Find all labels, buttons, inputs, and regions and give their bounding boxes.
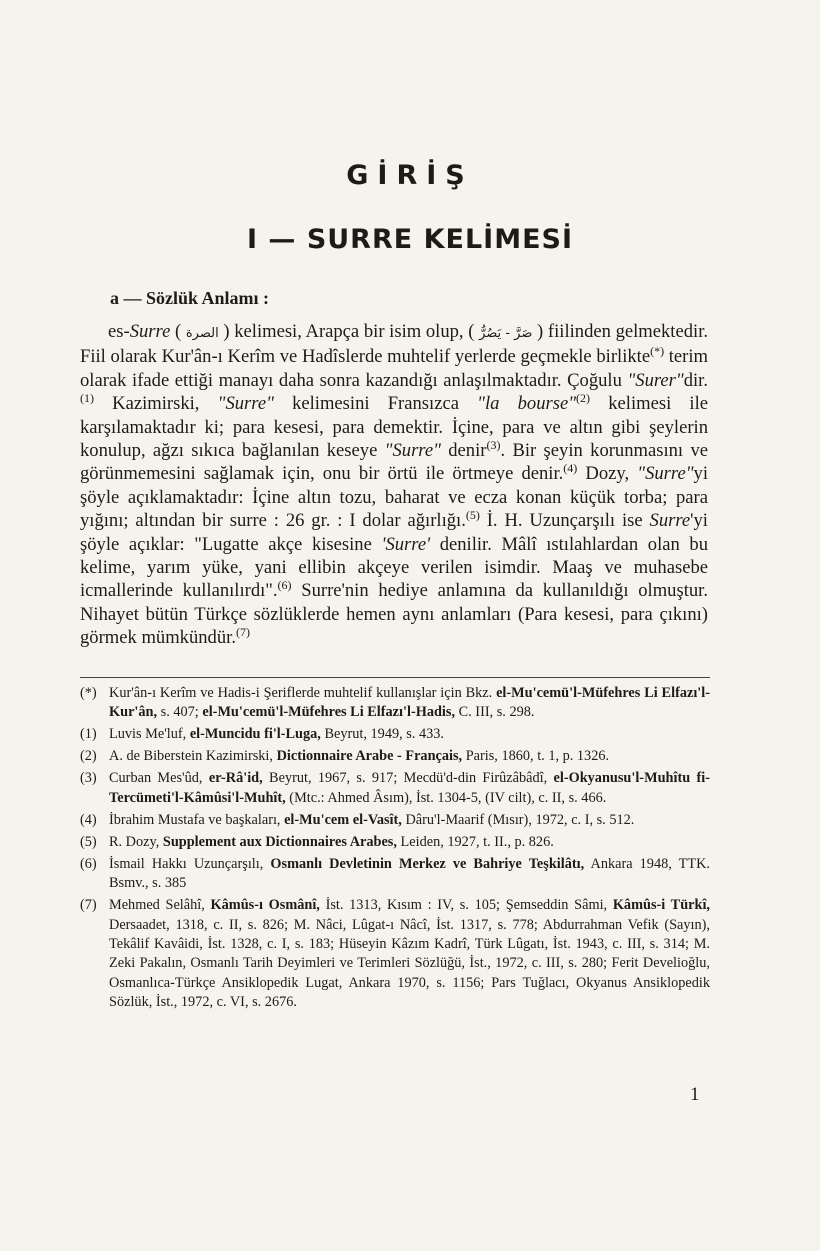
footnote-ref[interactable]: (7) xyxy=(235,625,250,640)
arabic-word: الصرة xyxy=(185,326,219,341)
footnote: (4) İbrahim Mustafa ve başkaları, el-Mu'cem el-Vasît, Dâru'l-Maarif (Mısır), 1972, c. I, s. 512. xyxy=(80,811,710,830)
footnote-mark: (*) xyxy=(80,685,97,701)
footnote-ref[interactable]: (3) xyxy=(486,437,501,452)
footnote-mark: (1) xyxy=(80,726,97,743)
chapter-title: GİRİŞ xyxy=(346,160,474,191)
footnote-ref[interactable]: (2) xyxy=(576,391,591,406)
footnotes xyxy=(80,684,710,1015)
page-number: 1 xyxy=(690,1084,700,1105)
footnote: (1) Luvis Me'luf, el-Muncidu fi'l-Luga, Beyrut, 1949, s. 433. xyxy=(80,725,710,744)
footnote-mark: (2) xyxy=(80,748,97,765)
footnote-ref[interactable]: (6) xyxy=(277,578,292,593)
footnote: (6) İsmail Hakkı Uzunçarşılı, Osmanlı Devletinin Merkez ve Bahriye Teşkilâtı, Ankara 1948, TTK. Bsmv., s. 385 xyxy=(80,855,710,894)
footnote: (5) R. Dozy, Supplement aux Dictionnaires Arabes, Leiden, 1927, t. II., p. 826. xyxy=(80,833,710,852)
footnote-mark: (3) xyxy=(80,770,97,787)
footnote: (7) Mehmed Selâhî, Kâmûs-ı Osmânî, İst. 1313, Kısım : IV, s. 105; Şemseddin Sâmi, Kâmûs-i Türkî, Dersaadet, 1318, c. II, s. 826; M. Nâci, Lûgat-ı Nâcî, İst. 1317, s. 778; Abdurrahman Vefik (Sayın), Tekâlif Kavâidi, İst. 1328, c. I, s. 183; Hüseyin Kâzım Kadrî, Türk Lûgatı, İst. 1943, c. III, s. 314; M. Zeki Pakalın, Osmanlı Tarih Deyimleri ve Terimleri Sözlüğü, İst., 1972, c. III, s. 280; Ferit Develioğlu, Osmanlıca-Türkçe Ansiklopedik Lugat, Ankara 1970, s. 1156; Pars Tuğlacı, Okyanus Ansiklopedik Sözlük, İst., 1972, c. VI, s. 2676. xyxy=(80,896,710,1012)
footnote-ref[interactable]: (1) xyxy=(80,391,94,406)
footnote: (2) A. de Biberstein Kazimirski, Dictionnaire Arabe - Français, Paris, 1860, t. 1, p. 1326. xyxy=(80,747,710,766)
footnote: (*) Kur'ân-ı Kerîm ve Hadis-i Şeriflerde muhtelif kullanışlar için Bkz. el-Mu'cemü'l-Müfehres Li Elfazı'l-Kur'ân, s. 407; el-Mu'cemü'l-Müfehres Li Elfazı'l-Hadis, C. III, s. 298. xyxy=(80,684,710,723)
footnote-mark: (6) xyxy=(80,855,97,872)
footnote-mark: (4) xyxy=(80,811,97,828)
footnote-divider xyxy=(80,677,710,678)
footnote-mark: (7) xyxy=(80,897,97,914)
footnote: (3) Curban Mes'ûd, er-Râ'id, Beyrut, 1967, s. 917; Mecdü'd-din Firûzâbâdî, el-Okyanusu'l-Muhîtu fi-Tercümeti'l-Kâmûsi'l-Muhît, (Mtc.: Ahmed Âsım), İst. 1304-5, (IV cilt), c. II, s. 466. xyxy=(80,769,710,808)
arabic-verb: صَرَّ - يَصُرُّ xyxy=(479,326,533,341)
footnote-ref[interactable]: (*) xyxy=(650,344,665,359)
term-italic: Surre xyxy=(129,321,171,342)
footnote-ref[interactable]: (5) xyxy=(465,508,480,523)
footnote-mark: (5) xyxy=(80,833,97,850)
section-heading: a — Sözlük Anlamı : xyxy=(110,288,270,308)
chapter-subtitle: I — SURRE KELİMESİ xyxy=(246,224,574,255)
body-paragraph: es-Surre ( الصرة ) kelimesi, Arapça bir isim olup, ( صَرَّ - يَصُرُّ ) fiilinden gelmektedir. Fiil olarak Kur'ân-ı Kerîm ve Hadîslerde muhtelif yerlerde geçmekle birlikte(*) terim olarak ifade ettiği manayı daha sonra kazandığı anlaşılmaktadır. Çoğulu "Surer"dir.$^{(1)}$ Kazimirski, "Surre" kelimesini Fransızca "la bourse"$^{(2)}$ kelimesi ile karşılamaktadır ki; para kesesi, para demektir. İçine, para ve altın gibi şeylerin konulup, ağzı sıkıca bağlanılan keseye "Surre" denir$^{(3)}$. Bir şeyin korunmasını ve görünmemesini sağlamak için, onu bir örtü ile örtmeye denir.$^{(4)}$ Dozy, "Surre"yi şöyle açıklamaktadır: İçine altın tozu, baharat ve ecza konan küçük torba; para yığını; altından bir surre : 26 gr. : I dolar ağırlığı.$^{(5)}$ İ. H. Uzunçarşılı ise Surre'yi şöyle açıklar: "Lugatte akçe kisesine 'Surre' denilir. Mâlî ıstılahlardan olan bu kelime, yarım yüke, yani ellibin akçeye verilen isimdir. Maaş ve muhasebe icmallerinde kullanılırdı".$^{(6)}$ Surre'nin hediye anlamına da kullanıldığı olmuştur. Nihayet bütün Türkçe sözlüklerde hemen aynı anlamları (Para kesesi, para çıkını) görmek mümkündür.$^{(7)}$ xyxy=(80,321,709,649)
footnote-ref[interactable]: (4) xyxy=(563,461,578,476)
